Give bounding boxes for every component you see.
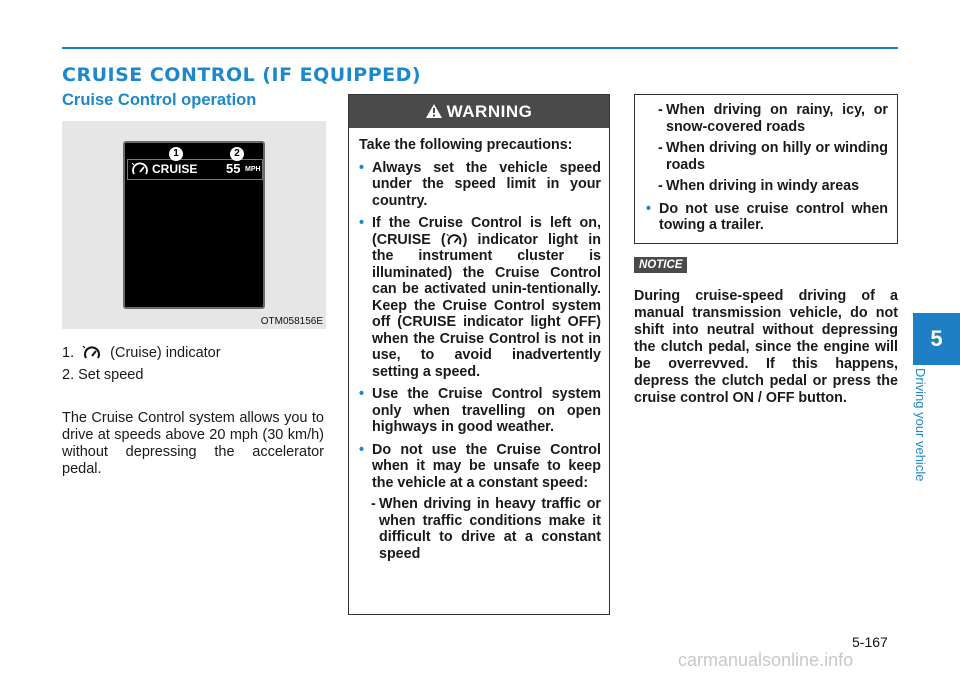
section-title: CRUISE CONTROL (IF EQUIPPED) xyxy=(62,64,422,86)
speed-unit: MPH xyxy=(245,166,261,173)
warning-dash-item: - When driving on rainy, icy, or snow-covered roads xyxy=(658,102,888,135)
cruise-text: CRUISE xyxy=(152,162,198,176)
warning-header xyxy=(349,95,609,128)
warning-dash-item: - When driving in heavy traffic or when traffic conditions make it difficult to drive at a constant speed xyxy=(371,496,601,562)
warning-body xyxy=(349,128,609,562)
cruise-icon xyxy=(446,233,463,247)
marker-1: 1 xyxy=(169,147,183,161)
warning-dash-item: - When driving on hilly or winding roads xyxy=(658,140,888,173)
list-item: 1. (Cruise) indicator xyxy=(62,345,221,361)
warning-dash-item: - When driving in windy areas xyxy=(658,178,860,194)
cruise-display-row xyxy=(127,159,263,180)
warning-bullet: • Use the Cruise Control system only when travelling on open highways in good weather. xyxy=(359,386,601,436)
cruise-icon xyxy=(82,345,102,361)
watermark: carmanualsonline.info xyxy=(678,650,854,670)
body-paragraph: The Cruise Control system allows you to drive at speeds above 20 mph (30 km/h) without depressing the accelerator pedal. xyxy=(62,410,324,477)
list-item: 2. Set speed xyxy=(62,367,144,383)
cluster-screen xyxy=(123,141,265,309)
warning-title: WARNING xyxy=(446,102,533,121)
cruise-icon xyxy=(131,162,149,177)
cluster-figure xyxy=(62,121,326,329)
warning-triangle-icon xyxy=(426,104,442,118)
warning-box-continued xyxy=(634,94,898,244)
warning-bullet: • If the Cruise Control is left on, (CRUISE ( ) indicator light in the instrument cluster is illuminated) the Cruise Control can be activated unin-tentionally. Keep the Cruise Control system off (CRUISE indicator light OFF) when the Cruise Control is not in use, to avoid inadvertently setting a speed. xyxy=(359,215,601,380)
subtitle: Cruise Control operation xyxy=(62,91,257,109)
warning-intro: Take the following precautions: xyxy=(359,137,573,153)
figure-caption: OTM058156E xyxy=(260,316,323,327)
warning-bullet: • Do not use cruise control when towing a trailer. xyxy=(646,201,888,234)
set-speed-value: 55 xyxy=(226,161,241,176)
warning-bullet: • Do not use the Cruise Control when it may be unsafe to keep the vehicle at a constant speed: xyxy=(359,442,601,492)
notice-text: During cruise-speed driving of a manual transmission vehicle, do not shift into neutral without depressing the clutch pedal, since the engine will be overrevved. If this happens, depress the clutch pedal or press the cruise control ON / OFF button. xyxy=(634,288,898,406)
chapter-tab: 5 xyxy=(913,313,960,365)
chapter-title: Driving your vehicle xyxy=(913,368,928,482)
page-number: 5-167 xyxy=(852,634,888,650)
marker-2: 2 xyxy=(230,147,244,161)
indicator-list xyxy=(62,344,221,388)
notice-label: NOTICE xyxy=(634,257,687,273)
warning-bullet: • Always set the vehicle speed under the speed limit in your country. xyxy=(359,160,601,210)
warning-box xyxy=(348,94,610,615)
header-rule xyxy=(62,47,898,49)
